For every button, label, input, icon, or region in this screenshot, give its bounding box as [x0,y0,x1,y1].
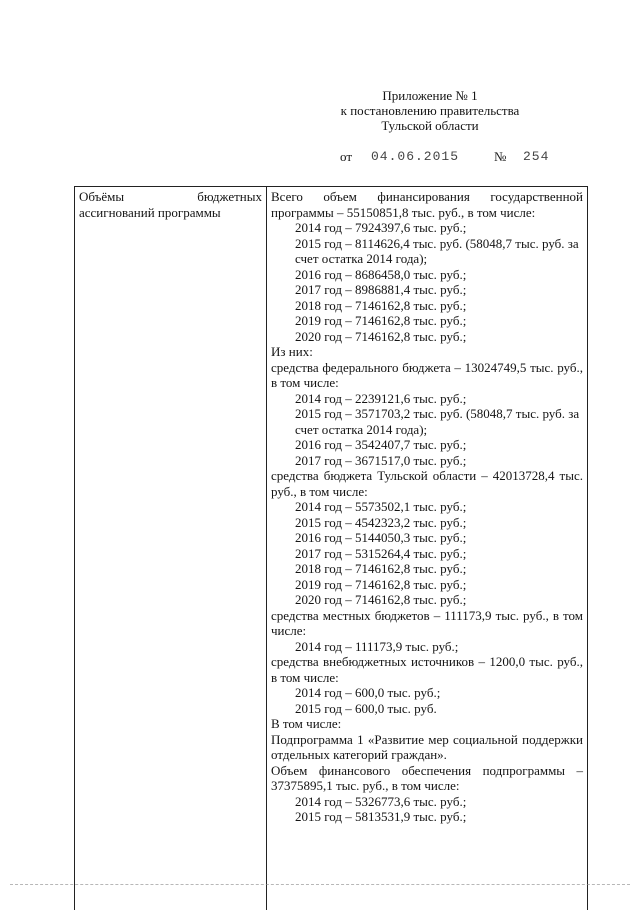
funding-line: 2017 год – 3671517,0 тыс. руб.; [295,452,467,468]
row-label-cell [79,189,262,220]
funding-line: средства бюджета Тульской области – 42013728,4 тыс. руб., в том числе: [271,468,583,499]
funding-line: 2015 год – 8114626,4 тыс. руб. (58048,7 тыс. руб. за счет остатка 2014 года); [295,235,579,266]
funding-line: 2019 год – 7146162,8 тыс. руб.; [295,313,467,328]
funding-line: 2019 год – 7146162,8 тыс. руб.; [295,576,467,592]
number-label: № [494,149,507,164]
funding-line: Из них: [271,344,313,359]
funding-line: 2017 год – 5315264,4 тыс. руб.; [295,545,467,561]
funding-line: 2020 год – 7146162,8 тыс. руб.; [295,592,467,607]
scan-edge-artifact [10,884,630,888]
funding-line: 2014 год – 5573502,1 тыс. руб.; [295,499,467,514]
funding-line: 2020 год – 7146162,8 тыс. руб.; [295,328,467,344]
funding-line: 2014 год – 2239121,6 тыс. руб.; [295,390,467,406]
funding-line: 2014 год – 111173,9 тыс. руб.; [295,638,459,654]
funding-line: 2015 год – 5813531,9 тыс. руб.; [295,809,467,824]
funding-line: 2016 год – 3542407,7 тыс. руб.; [295,437,467,452]
appendix-header [330,88,530,133]
funding-line: 2015 год – 600,0 тыс. руб. [295,700,437,716]
funding-line: 2014 год – 5326773,6 тыс. руб.; [295,793,467,809]
funding-line: средства федерального бюджета – 13024749,5 тыс. руб., в том числе: [271,359,583,390]
funding-line: 2017 год – 8986881,4 тыс. руб.; [295,282,467,297]
funding-line: 2015 год – 3571703,2 тыс. руб. (58048,7 тыс. руб. за счет остатка 2014 года); [295,406,580,437]
funding-line: 2018 год – 7146162,8 тыс. руб.; [295,297,467,313]
funding-line: 2016 год – 5144050,3 тыс. руб.; [295,530,467,545]
funding-line: средства внебюджетных источников – 1200,0 тыс. руб., в том числе: [271,654,583,685]
row-label-line2: ассигнований программы [79,204,221,220]
funding-line: 2018 год – 7146162,8 тыс. руб.; [295,561,467,576]
funding-line: 2014 год – 7924397,6 тыс. руб.; [295,220,467,235]
appendix-reference: к постановлению правительства [340,103,520,118]
funding-line: Объем финансового обеспечения подпрограммы – 37375895,1 тыс. руб., в том числе: [271,762,583,793]
funding-line: 2014 год – 600,0 тыс. руб.; [295,685,441,700]
column-divider [266,187,267,910]
funding-line: Всего объем финансирования государственной программы – 55150851,8 тыс. руб., в том числе: [271,189,583,220]
funding-line: средства местных бюджетов – 111173,9 тыс. руб., в том числе: [271,607,583,638]
row-label-word2: бюджетных [197,189,262,204]
funding-line: 2015 год – 4542323,2 тыс. руб.; [295,514,467,530]
funding-details-cell [271,189,583,825]
row-label-word1: Объёмы [79,189,125,204]
appendix-region: Тульской области [381,118,479,133]
funding-line: Подпрограмма 1 «Развитие мер социальной поддержки отдельных категорий граждан». [271,731,583,762]
funding-line: 2016 год – 8686458,0 тыс. руб.; [295,266,467,282]
funding-table [74,186,588,910]
resolution-number: 254 [523,149,550,164]
date-from-label: от [340,149,353,164]
funding-line: В том числе: [271,716,342,731]
resolution-date: 04.06.2015 [371,149,460,164]
appendix-title: Приложение № 1 [382,88,478,103]
